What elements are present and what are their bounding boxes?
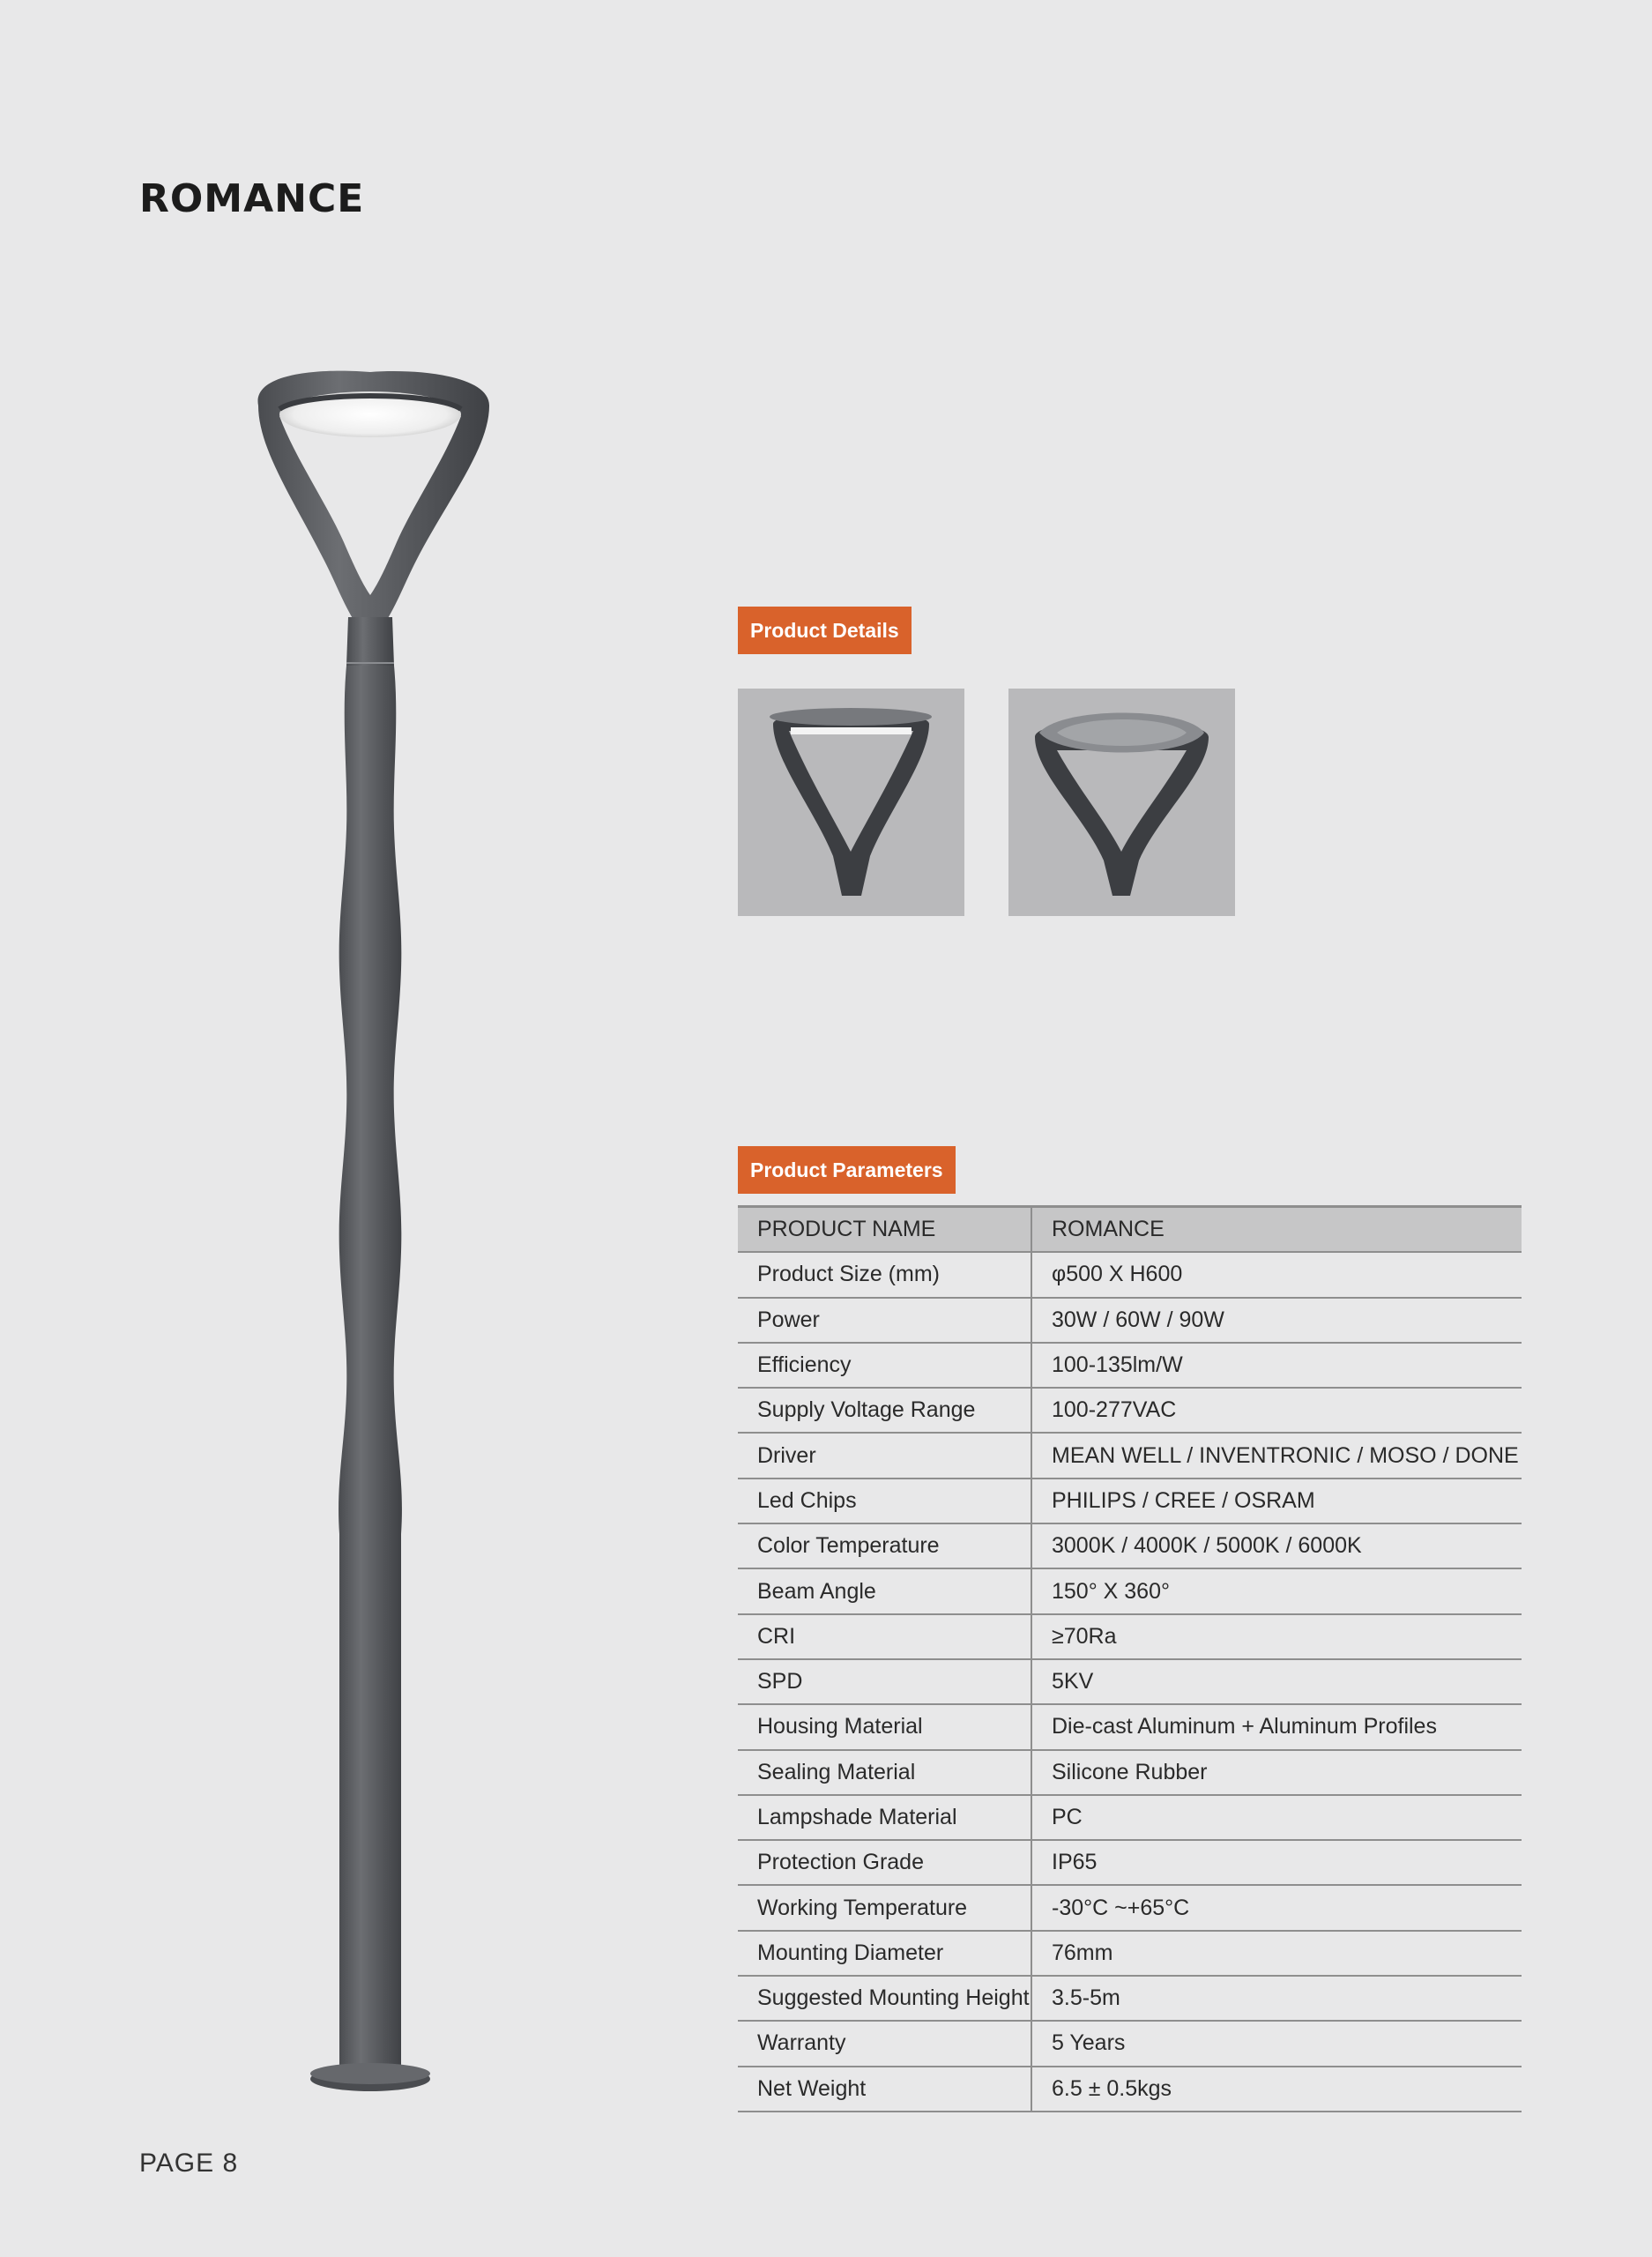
- param-value: IP65: [1031, 1840, 1522, 1885]
- table-row: [738, 1885, 1522, 1930]
- param-value: φ500 X H600: [1031, 1252, 1522, 1297]
- table-row: [738, 2021, 1522, 2066]
- table-row: [738, 1433, 1522, 1478]
- param-name: Sealing Material: [738, 1750, 1031, 1795]
- param-name: Mounting Diameter: [738, 1931, 1031, 1976]
- param-name: Color Temperature: [738, 1523, 1031, 1568]
- table-header-row: [738, 1207, 1522, 1253]
- table-row: [738, 1704, 1522, 1749]
- param-name: Beam Angle: [738, 1568, 1031, 1613]
- lamp-head-front-image: [738, 689, 964, 916]
- table-row: [738, 1343, 1522, 1388]
- page-number: PAGE 8: [139, 2149, 239, 2178]
- param-value: 6.5 ± 0.5kgs: [1031, 2067, 1522, 2112]
- param-name: Protection Grade: [738, 1840, 1031, 1885]
- param-name: Supply Voltage Range: [738, 1388, 1031, 1433]
- table-row: [738, 1252, 1522, 1297]
- table-row: [738, 1659, 1522, 1704]
- table-row: [738, 1976, 1522, 2021]
- param-value: 30W / 60W / 90W: [1031, 1298, 1522, 1343]
- product-parameters-heading: Product Parameters: [738, 1146, 956, 1194]
- param-value: 100-135lm/W: [1031, 1343, 1522, 1388]
- param-name: PRODUCT NAME: [738, 1207, 1031, 1253]
- product-details-heading: Product Details: [738, 607, 912, 654]
- param-name: Working Temperature: [738, 1885, 1031, 1930]
- param-name: Product Size (mm): [738, 1252, 1031, 1297]
- table-row: [738, 2067, 1522, 2112]
- param-name: SPD: [738, 1659, 1031, 1704]
- table-row: [738, 1298, 1522, 1343]
- lamp-head-top-image: [1008, 689, 1235, 916]
- table-row: [738, 1568, 1522, 1613]
- param-value: 5 Years: [1031, 2021, 1522, 2066]
- param-value: Silicone Rubber: [1031, 1750, 1522, 1795]
- param-value: 150° X 360°: [1031, 1568, 1522, 1613]
- param-value: 5KV: [1031, 1659, 1522, 1704]
- table-row: [738, 1388, 1522, 1433]
- param-name: Power: [738, 1298, 1031, 1343]
- param-name: Suggested Mounting Height: [738, 1976, 1031, 2021]
- param-name: Housing Material: [738, 1704, 1031, 1749]
- param-name: CRI: [738, 1614, 1031, 1659]
- param-name: Warranty: [738, 2021, 1031, 2066]
- param-name: Lampshade Material: [738, 1795, 1031, 1840]
- page-title: ROMANCE: [139, 176, 365, 221]
- table-row: [738, 1523, 1522, 1568]
- table-row: [738, 1614, 1522, 1659]
- param-value: MEAN WELL / INVENTRONIC / MOSO / DONE: [1031, 1433, 1522, 1478]
- param-value: PHILIPS / CREE / OSRAM: [1031, 1479, 1522, 1523]
- parameters-table: [738, 1205, 1522, 2112]
- param-value: 76mm: [1031, 1931, 1522, 1976]
- param-value: PC: [1031, 1795, 1522, 1840]
- table-row: [738, 1840, 1522, 1885]
- param-name: Led Chips: [738, 1479, 1031, 1523]
- param-value: Die-cast Aluminum + Aluminum Profiles: [1031, 1704, 1522, 1749]
- table-row: [738, 1931, 1522, 1976]
- param-name: Driver: [738, 1433, 1031, 1478]
- param-value: ≥70Ra: [1031, 1614, 1522, 1659]
- table-row: [738, 1479, 1522, 1523]
- param-value: -30°C ~+65°C: [1031, 1885, 1522, 1930]
- param-value: ROMANCE: [1031, 1207, 1522, 1253]
- lamp-pole-image: [225, 353, 516, 2107]
- param-name: Efficiency: [738, 1343, 1031, 1388]
- table-row: [738, 1750, 1522, 1795]
- param-name: Net Weight: [738, 2067, 1031, 2112]
- param-value: 3.5-5m: [1031, 1976, 1522, 2021]
- param-value: 3000K / 4000K / 5000K / 6000K: [1031, 1523, 1522, 1568]
- table-row: [738, 1795, 1522, 1840]
- param-value: 100-277VAC: [1031, 1388, 1522, 1433]
